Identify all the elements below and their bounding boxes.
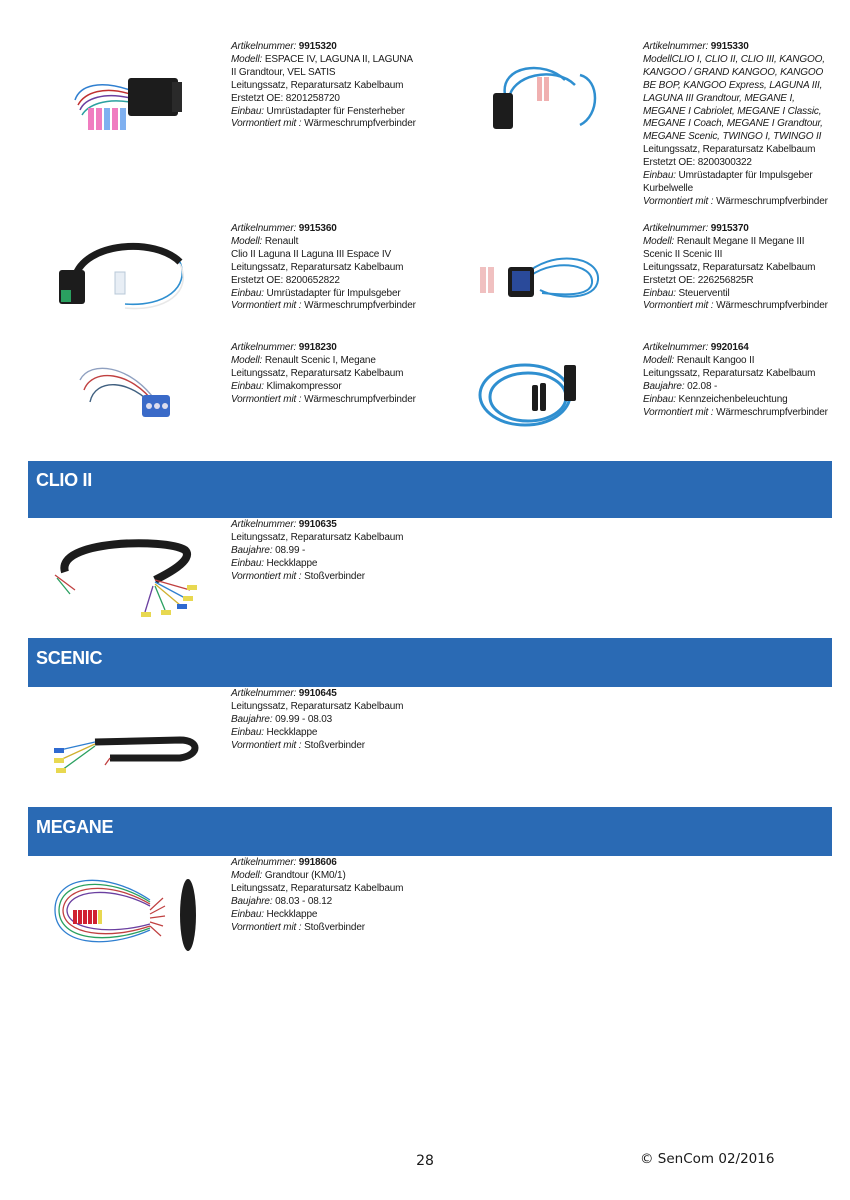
section-header-clio-ii: [28, 461, 832, 518]
install-label: Einbau:: [231, 105, 264, 117]
premount-label: Vormontiert mit :: [643, 300, 714, 312]
install-value: Umrüstadapter für Fensterheber: [266, 105, 405, 117]
product-image-9918606: [45, 870, 205, 955]
model-label: Modell:: [231, 354, 263, 366]
model-value: Renault: [264, 235, 299, 247]
product-image-9915330: [485, 55, 615, 145]
premount-value: Wärmeschrumpfverbinder: [304, 300, 416, 312]
years-value: 08.99 -: [275, 544, 306, 556]
product-image-9910635: [45, 530, 205, 625]
product-kind: Leitungssatz, Reparatursatz Kabelbaum: [231, 261, 404, 273]
article-number: 9918230: [298, 342, 337, 353]
years-label: Baujahre:: [231, 713, 273, 725]
wiring-harness-icon: [55, 232, 200, 322]
wiring-harness-icon: [45, 530, 205, 625]
premount-value: Wärmeschrumpfverbinder: [304, 118, 416, 130]
article-label: Artikelnummer:: [231, 857, 297, 868]
product-9910645: [231, 688, 403, 753]
install-value-cont: Kurbelwelle: [643, 182, 694, 194]
article-number: 9915360: [298, 223, 337, 234]
install-label: Einbau:: [231, 287, 264, 299]
article-label: Artikelnummer:: [643, 342, 709, 353]
install-value: Klimakompressor: [266, 380, 342, 392]
model-value-cont: Clio II Laguna II Laguna III Espace IV: [231, 248, 391, 260]
install-label: Einbau:: [231, 726, 264, 738]
product-9915330: [643, 41, 828, 209]
product-9920164: [643, 342, 828, 419]
model-value: Renault Kangoo II: [676, 354, 755, 366]
article-number: 9915330: [710, 41, 749, 52]
years-label: Baujahre:: [231, 895, 273, 907]
section-title: SCENIC: [36, 648, 103, 668]
wiring-harness-icon: [70, 360, 190, 430]
product-9915360: [231, 223, 416, 313]
copyright-notice: © SenCom 02/2016: [640, 1151, 775, 1167]
oe-number: Erstetzt OE: 226256825R: [643, 274, 754, 286]
article-number: 9915370: [710, 223, 749, 234]
premount-label: Vormontiert mit :: [231, 921, 302, 933]
install-value: Heckklappe: [266, 726, 318, 738]
product-9915370: [643, 223, 828, 313]
product-image-9915360: [55, 232, 200, 322]
wiring-harness-icon: [470, 245, 610, 315]
product-kind: Leitungssatz, Reparatursatz Kabelbaum: [231, 79, 404, 91]
premount-label: Vormontiert mit :: [231, 300, 302, 312]
model-label: Modell:: [643, 235, 675, 247]
years-value: 08.03 - 08.12: [275, 895, 333, 907]
model-value: ESPACE IV, LAGUNA II, LAGUNA: [264, 53, 413, 65]
article-label: Artikelnummer:: [231, 342, 297, 353]
premount-value: Wärmeschrumpfverbinder: [716, 406, 828, 418]
install-value: Steuerventil: [678, 287, 730, 299]
product-image-9915320: [60, 50, 200, 150]
install-value: Umrüstadapter für Impulsgeber: [266, 287, 401, 299]
product-image-9910645: [50, 720, 205, 780]
product-kind: Leitungssatz, Reparatursatz Kabelbaum: [643, 367, 816, 379]
oe-number: Erstetzt OE: 8201258720: [231, 92, 340, 104]
article-label: Artikelnummer:: [231, 223, 297, 234]
product-kind: Leitungssatz, Reparatursatz Kabelbaum: [643, 144, 816, 156]
product-image-9915370: [470, 245, 610, 315]
model-value: Renault Megane II Megane III: [676, 235, 805, 247]
model-value-cont: II Grandtour, VEL SATIS: [231, 66, 336, 78]
product-kind: Leitungssatz, Reparatursatz Kabelbaum: [231, 882, 404, 894]
years-label: Baujahre:: [231, 544, 273, 556]
premount-label: Vormontiert mit :: [231, 570, 302, 582]
model-label: Modell:: [231, 869, 263, 881]
article-label: Artikelnummer:: [643, 41, 709, 52]
product-kind: Leitungssatz, Reparatursatz Kabelbaum: [231, 531, 404, 543]
install-label: Einbau:: [231, 380, 264, 392]
install-label: Einbau:: [231, 557, 264, 569]
wiring-harness-icon: [485, 55, 615, 145]
oe-number: Erstetzt OE: 8200652822: [231, 274, 340, 286]
product-kind: Leitungssatz, Reparatursatz Kabelbaum: [231, 700, 404, 712]
premount-value: Wärmeschrumpfverbinder: [716, 195, 828, 207]
article-number: 9910645: [298, 688, 337, 699]
product-kind: Leitungssatz, Reparatursatz Kabelbaum: [643, 261, 816, 273]
product-9915320: [231, 41, 416, 131]
article-number: 9920164: [710, 342, 749, 353]
wiring-harness-icon: [60, 50, 200, 150]
model-value-cont: Scenic II Scenic III: [643, 248, 723, 260]
article-label: Artikelnummer:: [231, 41, 297, 52]
oe-number: Erstetzt OE: 8200300322: [643, 157, 752, 169]
article-number: 9910635: [298, 519, 337, 530]
article-number: 9915320: [298, 41, 337, 52]
install-value: Heckklappe: [266, 557, 318, 569]
wiring-harness-icon: [470, 345, 610, 435]
product-image-9920164: [470, 345, 610, 435]
product-kind: Leitungssatz, Reparatursatz Kabelbaum: [231, 367, 404, 379]
wiring-harness-icon: [45, 870, 205, 955]
install-value: Heckklappe: [266, 908, 318, 920]
install-label: Einbau:: [643, 170, 676, 182]
premount-value: Wärmeschrumpfverbinder: [716, 300, 828, 312]
install-label: Einbau:: [643, 393, 676, 405]
premount-label: Vormontiert mit :: [231, 739, 302, 751]
section-title: MEGANE: [36, 817, 114, 837]
model-label: Modell:: [231, 53, 263, 65]
model-label: Modell:: [231, 235, 263, 247]
install-value: Kennzeichenbeleuchtung: [678, 393, 788, 405]
years-label: Baujahre:: [643, 380, 685, 392]
install-value: Umrüstadapter für Impulsgeber: [678, 170, 813, 182]
premount-label: Vormontiert mit :: [643, 406, 714, 418]
premount-value: Stoßverbinder: [304, 570, 365, 582]
product-9918606: [231, 857, 403, 934]
product-image-9918230: [70, 360, 190, 430]
article-label: Artikelnummer:: [231, 519, 297, 530]
section-header-scenic: [28, 638, 832, 687]
premount-label: Vormontiert mit :: [231, 393, 302, 405]
premount-label: Vormontiert mit :: [643, 195, 714, 207]
product-9910635: [231, 519, 403, 584]
model-value: CLIO I, CLIO II, CLIO III, KANGOO, KANGOO / GRAND KANGOO, KANGOO BE BOP, KANGOO Express, LAGUNA III, LAGUNA III Grandtour, MEGANE I, MEGANE I Cabriolet, MEGANE I Classic, MEGANE I Coach, MEGANE I Grandtour, MEGANE Scenic, TWINGO I, TWINGO II: [643, 53, 825, 143]
model-label: Modell: [643, 53, 672, 65]
premount-value: Wärmeschrumpfverbinder: [304, 393, 416, 405]
article-label: Artikelnummer:: [643, 223, 709, 234]
article-number: 9918606: [298, 857, 337, 868]
years-value: 09.99 - 08.03: [275, 713, 333, 725]
section-title: CLIO II: [36, 470, 92, 490]
wiring-harness-icon: [50, 720, 205, 780]
premount-value: Stoßverbinder: [304, 739, 365, 751]
premount-label: Vormontiert mit :: [231, 118, 302, 130]
model-value: Renault Scenic I, Megane: [264, 354, 376, 366]
article-label: Artikelnummer:: [231, 688, 297, 699]
years-value: 02.08 -: [687, 380, 718, 392]
model-label: Modell:: [643, 354, 675, 366]
model-value: Grandtour (KM0/1): [264, 869, 346, 881]
page-number: 28: [416, 1153, 434, 1169]
premount-value: Stoßverbinder: [304, 921, 365, 933]
install-label: Einbau:: [643, 287, 676, 299]
install-label: Einbau:: [231, 908, 264, 920]
product-9918230: [231, 342, 416, 407]
section-header-megane: [28, 807, 832, 856]
